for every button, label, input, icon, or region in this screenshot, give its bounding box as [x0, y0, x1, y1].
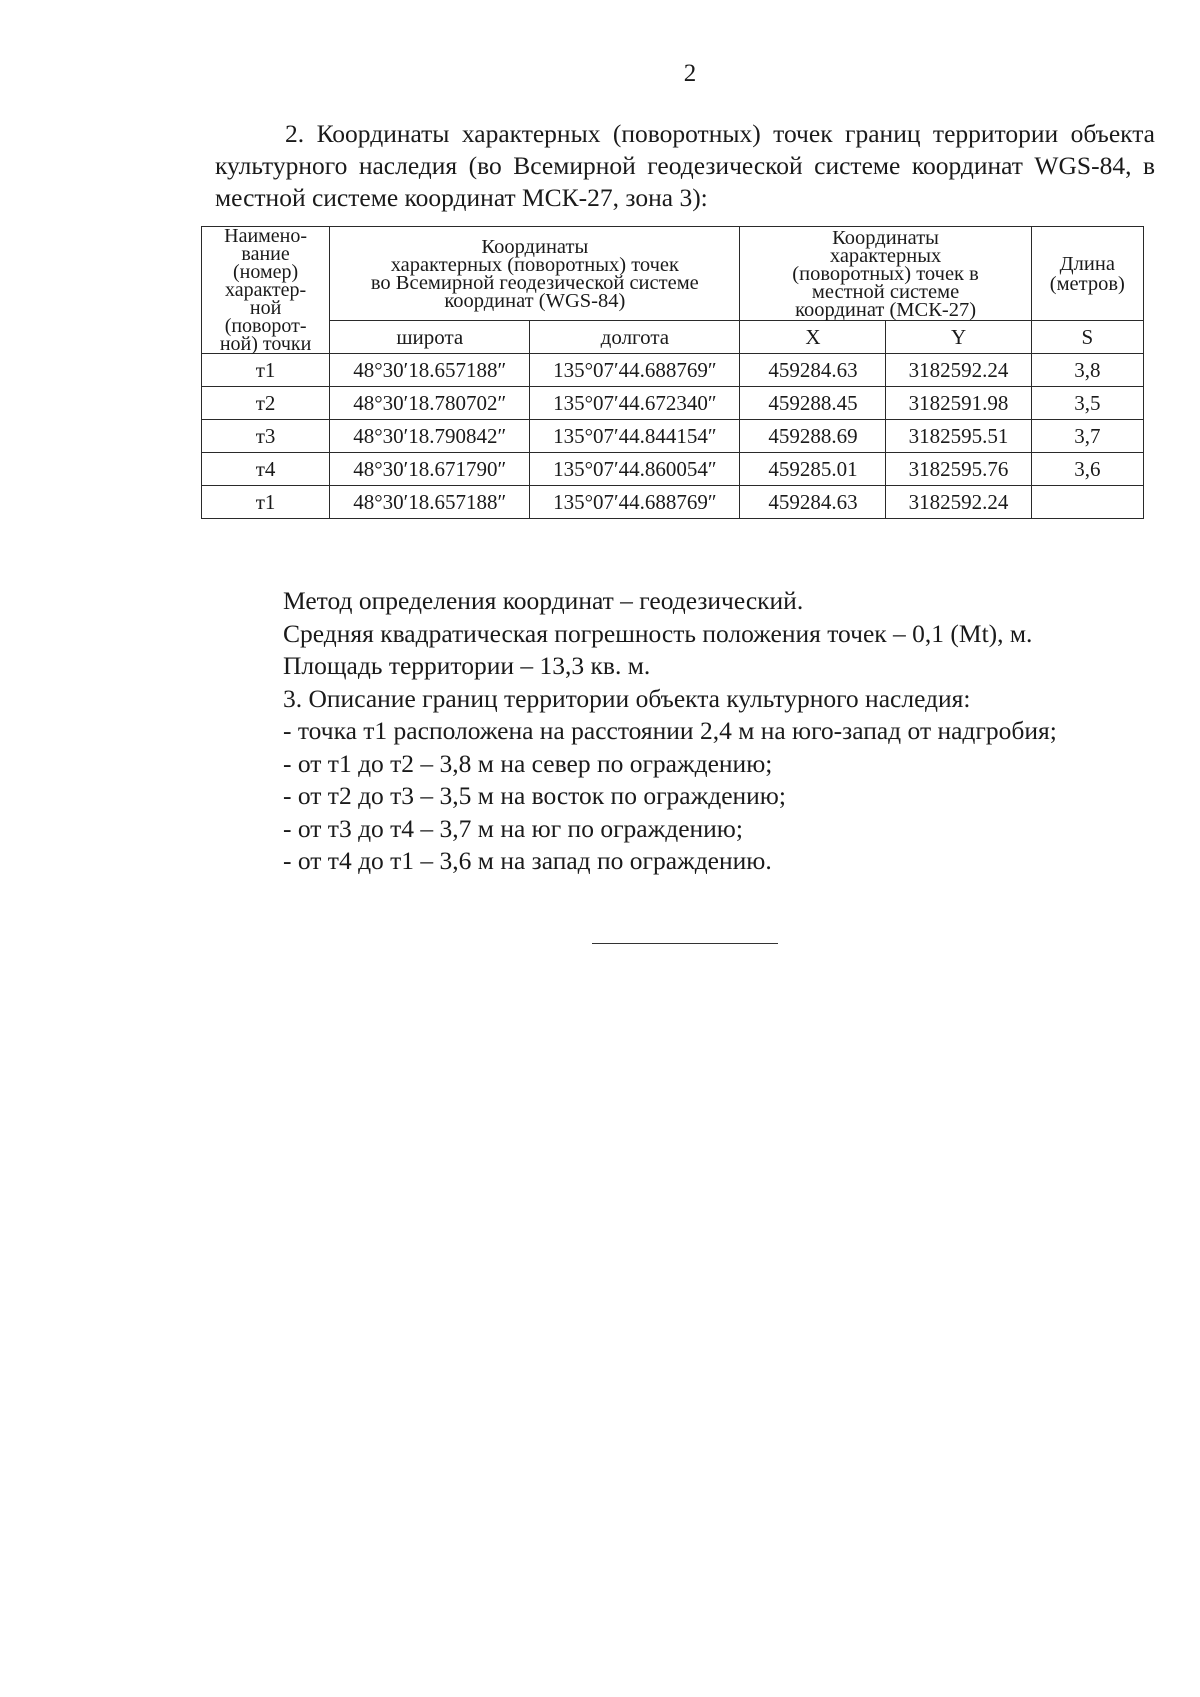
cell-latitude: 48°30′18.671790″	[330, 453, 530, 486]
subheader-longitude: долгота	[530, 321, 740, 354]
cell-point: т3	[202, 420, 330, 453]
page-number: 2	[683, 60, 697, 87]
header-line: Координаты	[481, 235, 589, 258]
header-line: ной	[249, 297, 282, 319]
header-line: (поворот-	[224, 315, 307, 337]
subheader-s: S	[1031, 321, 1143, 354]
cell-point: т4	[202, 453, 330, 486]
cell-latitude: 48°30′18.657188″	[330, 486, 530, 519]
header-line: Координаты	[832, 226, 939, 249]
cell-x: 459284.63	[740, 354, 886, 387]
table-row	[202, 420, 1144, 453]
header-line: местной системе	[811, 280, 960, 303]
cell-longitude: 135°07′44.672340″	[530, 387, 740, 420]
table-subheader-row	[202, 321, 1144, 354]
boundary-item: - от т2 до т3 – 3,5 м на восток по ограждению;	[283, 781, 786, 810]
cell-x: 459285.01	[740, 453, 886, 486]
cell-latitude: 48°30′18.790842″	[330, 420, 530, 453]
header-line: (поворотных) точек в	[792, 262, 979, 285]
header-length	[1031, 227, 1143, 321]
header-line: характерных	[829, 244, 942, 267]
cell-longitude: 135°07′44.688769″	[530, 354, 740, 387]
header-point-name	[202, 227, 330, 354]
note-area: Площадь территории – 13,3 кв. м.	[283, 651, 651, 680]
coordinates-table	[201, 226, 1144, 519]
cell-longitude: 135°07′44.844154″	[530, 420, 740, 453]
header-line: вание	[241, 243, 290, 265]
cell-point: т1	[202, 354, 330, 387]
boundary-item: - от т3 до т4 – 3,7 м на юг по ограждению;	[283, 813, 743, 843]
header-line: Наимено-	[224, 225, 308, 247]
cell-latitude: 48°30′18.780702″	[330, 387, 530, 420]
header-line: координат (WGS-84)	[444, 289, 626, 312]
subheader-x: X	[740, 321, 886, 354]
header-line: (номер)	[233, 261, 299, 283]
cell-length: 3,5	[1031, 387, 1143, 420]
table-row	[202, 453, 1144, 486]
cell-longitude: 135°07′44.860054″	[530, 453, 740, 486]
header-line: Длина	[1059, 252, 1115, 275]
notes-block	[283, 585, 1183, 878]
cell-longitude: 135°07′44.688769″	[530, 486, 740, 519]
header-line: ной) точки	[219, 333, 312, 355]
header-line: во Всемирной геодезической системе	[370, 271, 699, 294]
cell-x: 459284.63	[740, 486, 886, 519]
cell-y: 3182591.98	[886, 387, 1031, 420]
cell-latitude: 48°30′18.657188″	[330, 354, 530, 387]
cell-x: 459288.69	[740, 420, 886, 453]
cell-point: т1	[202, 486, 330, 519]
header-line: характер-	[224, 279, 307, 301]
header-wgs-coordinates	[330, 227, 740, 321]
table-row	[202, 486, 1144, 519]
cell-y: 3182595.51	[886, 420, 1031, 453]
header-line: (метров)	[1049, 272, 1125, 295]
cell-y: 3182592.24	[886, 354, 1031, 387]
cell-y: 3182592.24	[886, 486, 1031, 519]
cell-length	[1031, 486, 1143, 519]
table-row	[202, 354, 1144, 387]
note-method: Метод определения координат – геодезический.	[283, 586, 804, 615]
subheader-y: Y	[886, 321, 1031, 354]
header-line: характерных (поворотных) точек	[390, 253, 679, 276]
note-error: Средняя квадратическая погрешность положения точек – 0,1 (Mt), м.	[283, 618, 1033, 648]
subheader-latitude: широта	[330, 321, 530, 354]
cell-x: 459288.45	[740, 387, 886, 420]
header-msk-coordinates	[740, 227, 1031, 321]
boundary-item: - точка т1 расположена на расстоянии 2,4 м на юго-запад от надгробия;	[283, 716, 1057, 745]
header-line: координат (МСК-27)	[795, 298, 977, 321]
end-separator-line	[592, 943, 778, 944]
cell-length: 3,6	[1031, 453, 1143, 486]
table-header-row	[202, 227, 1144, 321]
table-row	[202, 387, 1144, 420]
boundary-item: - от т4 до т1 – 3,6 м на запад по ограждению.	[283, 846, 772, 875]
section-2-intro: 2. Координаты характерных (поворотных) точек границ территории объекта культурного наследия (во Всемирной геодезической системе координат WGS-84, в местной системе координат МСК-27, зона 3):	[215, 119, 1155, 212]
cell-length: 3,7	[1031, 420, 1143, 453]
cell-point: т2	[202, 387, 330, 420]
boundary-item: - от т1 до т2 – 3,8 м на север по ограждению;	[283, 748, 773, 778]
cell-length: 3,8	[1031, 354, 1143, 387]
cell-y: 3182595.76	[886, 453, 1031, 486]
section-3-title: 3. Описание границ территории объекта культурного наследия:	[283, 683, 971, 713]
